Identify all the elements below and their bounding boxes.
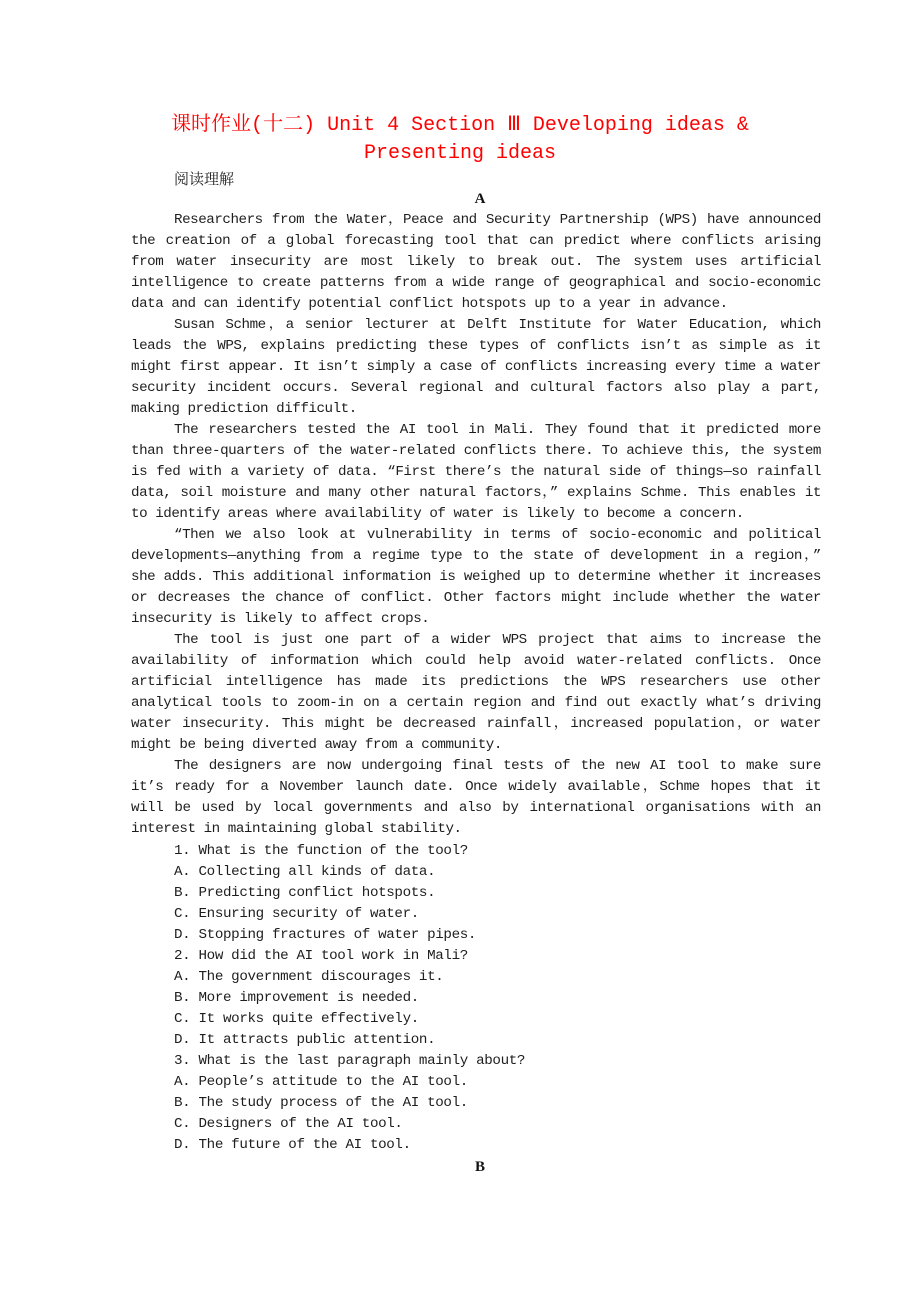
- option-2a: [174, 967, 774, 988]
- part-a-heading: A: [474, 191, 486, 207]
- passage-a: [131, 210, 821, 840]
- question-1: [174, 841, 774, 862]
- option-letter: C.: [174, 1011, 191, 1027]
- option-letter: D.: [174, 927, 191, 943]
- question-text: What is the function of the tool?: [198, 843, 468, 859]
- option-letter: A.: [174, 969, 191, 985]
- option-letter: A.: [174, 864, 191, 880]
- page-title: [130, 112, 790, 168]
- option-2d: [174, 1030, 774, 1051]
- option-letter: B.: [174, 885, 191, 901]
- option-text: Stopping fractures of water pipes.: [198, 927, 477, 943]
- option-text: Ensuring security of water.: [198, 906, 419, 922]
- question-text: How did the AI tool work in Mali?: [198, 948, 468, 964]
- option-text: It works quite effectively.: [198, 1011, 419, 1027]
- title-line-2: Presenting ideas: [363, 142, 557, 165]
- part-b-heading: B: [474, 1159, 485, 1175]
- question-text: What is the last paragraph mainly about?: [198, 1053, 526, 1069]
- option-letter: B.: [174, 1095, 191, 1111]
- option-1d: [174, 925, 774, 946]
- passage-paragraph: “Then we also look at vulnerability in terms of socio-economic and political developments—anything from a regime type to the state of development in a region，” she adds. This additional information is weighed up to determine whether it increases or decreases the chance of conflict. Other factors might include whether the water insecurity is likely to affect crops.: [131, 527, 821, 627]
- option-text: More improvement is needed.: [198, 990, 419, 1006]
- question-3: [174, 1051, 774, 1072]
- passage-paragraph: The designers are now undergoing final tests of the new AI tool to make sure it’s ready for a November launch date. Once widely available，Schme hopes that it will be used by local governments and also by international organisations with an interest in maintaining global stability.: [131, 758, 821, 837]
- option-letter: C.: [174, 906, 191, 922]
- option-text: It attracts public attention.: [198, 1032, 436, 1048]
- passage-paragraph: Susan Schme，a senior lecturer at Delft Institute for Water Education, which leads the WPS, explains predicting these types of conflicts isn’t as simple as it might first appear. It isn’t simply a case of conflicts increasing every time a water security incident occurs. Several regional and cultural factors also play a part, making prediction difficult.: [131, 317, 821, 417]
- option-2b: [174, 988, 774, 1009]
- option-text: The future of the AI tool.: [198, 1137, 411, 1153]
- passage-paragraph: The researchers tested the AI tool in Mali. They found that it predicted more than three-quarters of the water-related conflicts there. To achieve this, the system is fed with a variety of data. “First there’s the natural side of things—so rainfall data, soil moisture and many other natural factors，” explains Schme. This enables it to identify areas where availability of water is likely to become a concern.: [131, 422, 821, 522]
- option-text: Designers of the AI tool.: [198, 1116, 403, 1132]
- option-1c: [174, 904, 774, 925]
- question-number: 1.: [174, 843, 191, 859]
- option-3a: [174, 1072, 774, 1093]
- option-3d: [174, 1135, 774, 1156]
- option-letter: B.: [174, 990, 191, 1006]
- option-text: Collecting all kinds of data.: [198, 864, 436, 880]
- option-text: People’s attitude to the AI tool.: [198, 1074, 468, 1090]
- option-letter: D.: [174, 1032, 191, 1048]
- option-2c: [174, 1009, 774, 1030]
- option-3c: [174, 1114, 774, 1135]
- section-label-reading-comprehension: 阅读理解: [174, 170, 235, 188]
- option-text: The government discourages it.: [198, 969, 444, 985]
- question-number: 2.: [174, 948, 191, 964]
- option-text: Predicting conflict hotspots.: [198, 885, 436, 901]
- question-number: 3.: [174, 1053, 191, 1069]
- option-letter: C.: [174, 1116, 191, 1132]
- option-1b: [174, 883, 774, 904]
- option-1a: [174, 862, 774, 883]
- passage-paragraph: Researchers from the Water，Peace and Security Partnership (WPS) have announced the creation of a global forecasting tool that can predict where conflicts arising from water insecurity are most likely to break out. The system uses artificial intelligence to create patterns from a wide range of geographical and socio-economic data and can identify potential conflict hotspots up to a year in advance.: [131, 212, 821, 312]
- option-letter: D.: [174, 1137, 191, 1153]
- option-letter: A.: [174, 1074, 191, 1090]
- question-list: [174, 841, 774, 1156]
- option-text: The study process of the AI tool.: [198, 1095, 468, 1111]
- passage-paragraph: The tool is just one part of a wider WPS project that aims to increase the availability of information which could help avoid water-related conflicts. Once artificial intelligence has made its predictions the WPS researchers use other analytical tools to zoom-in on a certain region and find out exactly what’s driving water insecurity. This might be decreased rainfall，increased population，or water might be being diverted away from a community.: [131, 632, 821, 753]
- title-line-1: 课时作业(十二) Unit 4 Section Ⅲ Developing ideas &: [171, 114, 749, 137]
- question-2: [174, 946, 774, 967]
- option-3b: [174, 1093, 774, 1114]
